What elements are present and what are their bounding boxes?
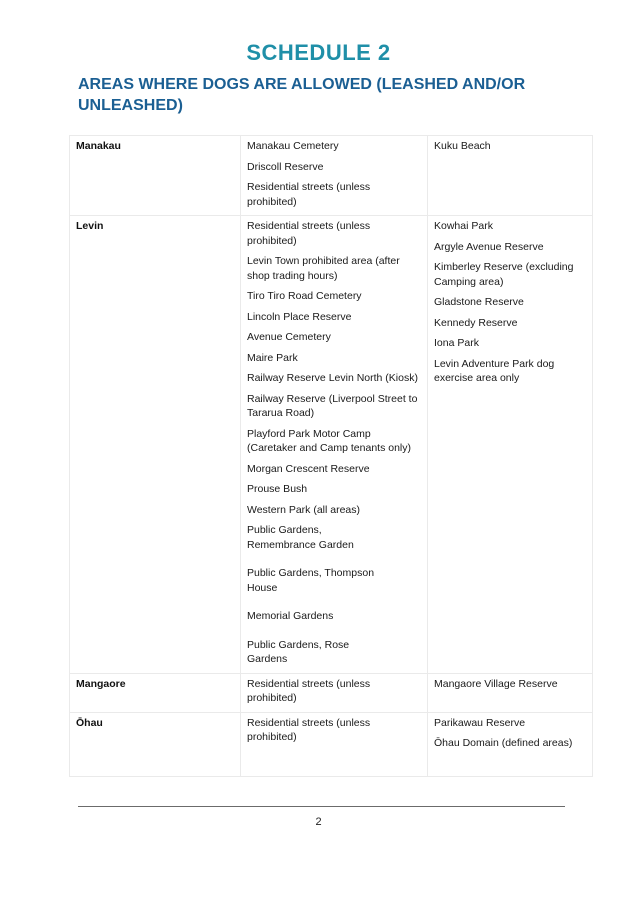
unleashed-cell	[428, 136, 593, 216]
area-cell	[70, 673, 241, 712]
list-item: Tiro Tiro Road Cemetery	[247, 290, 362, 302]
area-cell	[70, 216, 241, 674]
list-item: Kennedy Reserve	[434, 316, 518, 329]
area-name: Ōhau	[76, 716, 103, 729]
area-name: Manakau	[76, 140, 121, 152]
list-item: Residential streets (unless prohibited)	[247, 716, 371, 743]
list-item: Prouse Bush	[247, 483, 308, 495]
area-name: Levin	[76, 220, 104, 232]
leashed-cell	[241, 216, 428, 674]
table-row	[70, 136, 593, 216]
list-item: Mangaore Village Reserve	[434, 677, 558, 690]
list-item: Kowhai Park	[434, 220, 493, 232]
list-item: Railway Reserve Levin North (Kiosk)	[247, 372, 418, 384]
list-item: Kimberley Reserve (excluding Camping area)	[434, 261, 574, 288]
table-row	[70, 216, 593, 674]
list-item: Morgan Crescent Reserve	[247, 462, 370, 475]
footer-divider	[78, 806, 565, 807]
unleashed-cell	[428, 216, 593, 674]
leashed-cell	[241, 136, 428, 216]
unleashed-cell	[428, 673, 593, 712]
leashed-cell	[241, 712, 428, 776]
list-item: Residential streets (unless prohibited)	[247, 220, 371, 247]
list-item: Playford Park Motor Camp (Caretaker and Camp tenants only)	[247, 427, 411, 454]
table-row	[70, 673, 593, 712]
list-item: Residential streets (unless prohibited)	[247, 181, 371, 208]
list-item: Levin Adventure Park dog exercise area only	[434, 357, 555, 384]
list-item: Parikawau Reserve	[434, 716, 526, 729]
list-item: Lincoln Place Reserve	[247, 310, 352, 323]
list-item: Railway Reserve (Liverpool Street to Tararua Road)	[247, 392, 418, 419]
list-item: Ōhau Domain (defined areas)	[434, 737, 573, 749]
list-item: Public Gardens, Thompson House	[247, 567, 375, 594]
page-number: 2	[315, 816, 322, 828]
table-row	[70, 712, 593, 776]
list-item: Public Gardens, Remembrance Garden	[247, 524, 354, 551]
area-name: Mangaore	[76, 677, 126, 690]
area-cell	[70, 712, 241, 776]
area-cell	[70, 136, 241, 216]
list-item: Driscoll Reserve	[247, 160, 324, 173]
list-item: Gladstone Reserve	[434, 296, 524, 308]
schedule-title: SCHEDULE 2	[246, 40, 391, 65]
list-item: Residential streets (unless prohibited)	[247, 677, 371, 704]
list-item: Western Park (all areas)	[247, 503, 361, 516]
list-item: Iona Park	[434, 337, 479, 349]
list-item: Argyle Avenue Reserve	[434, 240, 544, 253]
list-item: Avenue Cemetery	[247, 331, 331, 343]
list-item: Kuku Beach	[434, 140, 491, 152]
leashed-cell	[241, 673, 428, 712]
list-item: Public Gardens, Rose Gardens	[247, 638, 350, 665]
dog-areas-table	[69, 135, 593, 777]
list-item: Levin Town prohibited area (after shop trading hours)	[247, 255, 400, 282]
unleashed-cell	[428, 712, 593, 776]
list-item: Memorial Gardens	[247, 610, 334, 622]
schedule-subtitle: AREAS WHERE DOGS ARE ALLOWED (LEASHED AND/OR UNLEASHED)	[78, 76, 526, 114]
list-item: Maire Park	[247, 351, 298, 364]
list-item: Manakau Cemetery	[247, 140, 339, 152]
